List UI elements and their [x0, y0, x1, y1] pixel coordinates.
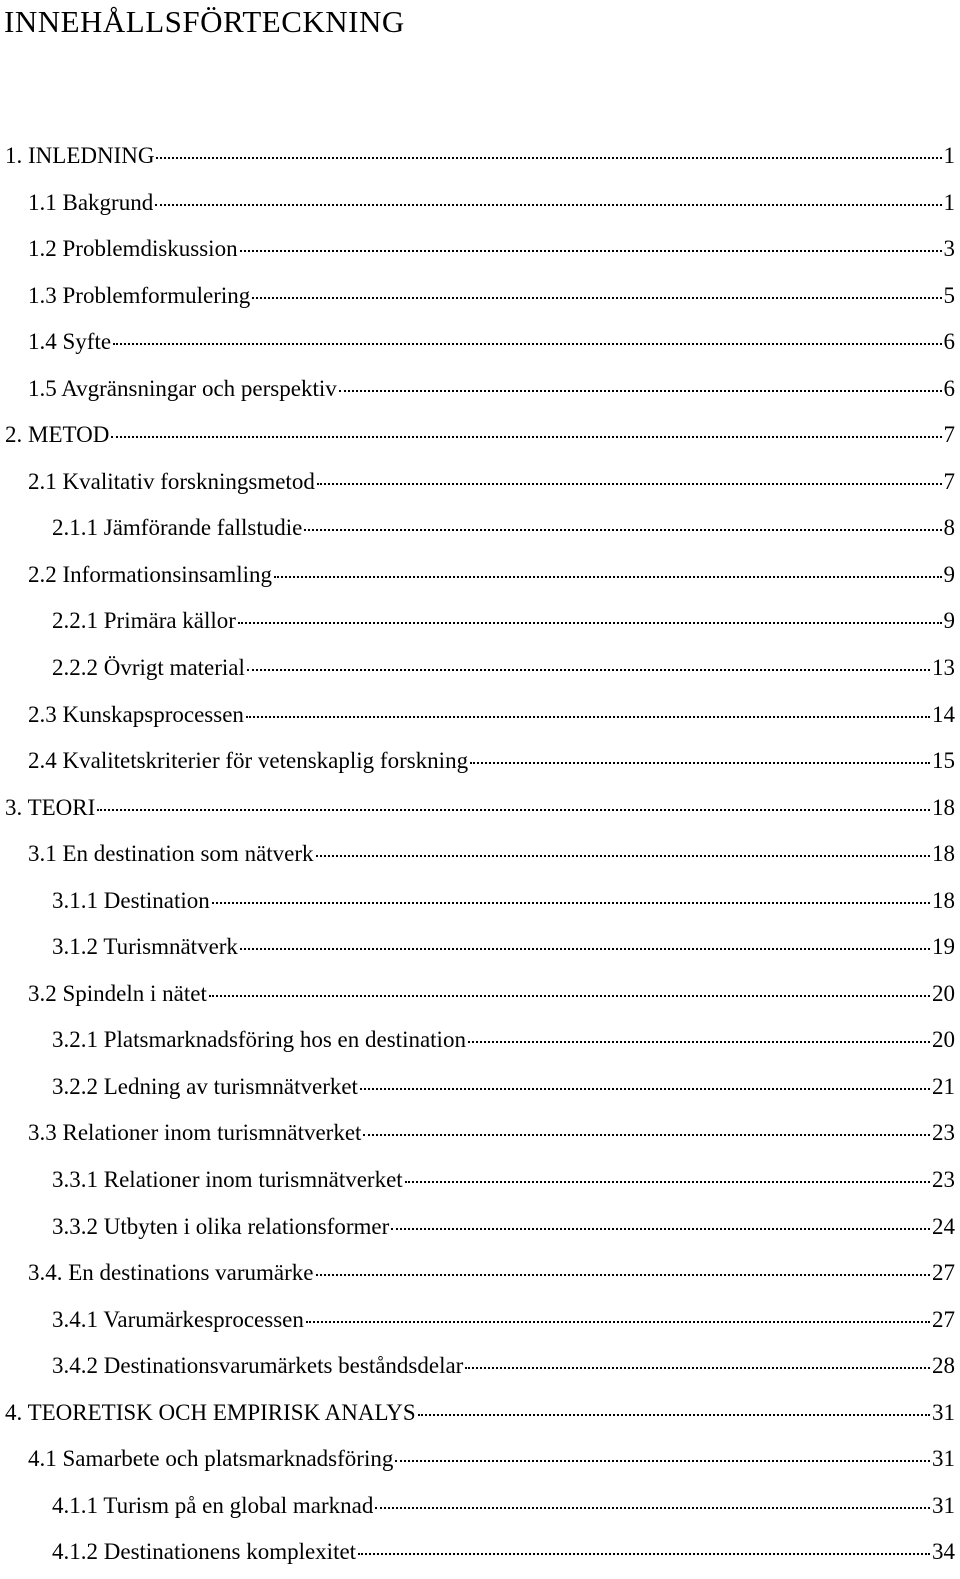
- toc-entry[interactable]: [0, 927, 960, 974]
- dot-leader: [317, 482, 942, 485]
- toc-entry[interactable]: [0, 229, 960, 276]
- dot-leader: [155, 203, 941, 206]
- dot-leader: [240, 249, 942, 252]
- toc-entry[interactable]: [0, 1067, 960, 1114]
- toc-entry[interactable]: [0, 462, 960, 509]
- dot-leader: [252, 296, 941, 299]
- toc-entry-label: 3.3.2 Utbyten i olika relationsformer: [52, 1213, 390, 1239]
- toc-entry[interactable]: [0, 788, 960, 835]
- dot-leader: [113, 342, 941, 345]
- toc-entry-page-number: 28: [932, 1353, 955, 1379]
- toc-entry-page-number: 9: [943, 608, 955, 634]
- dot-leader: [209, 994, 930, 997]
- toc-entry-label: 3.2.1 Platsmarknadsföring hos en destination: [52, 1027, 466, 1053]
- toc-entry-page-number: 18: [932, 887, 955, 913]
- toc-entry-page-number: 34: [932, 1539, 955, 1565]
- toc-entry[interactable]: [0, 136, 960, 183]
- toc-entry[interactable]: [0, 1160, 960, 1207]
- toc-entry-label: 1.5 Avgränsningar och perspektiv: [28, 375, 337, 401]
- toc-entry-label: 2. METOD: [5, 422, 110, 448]
- toc-entry[interactable]: [0, 741, 960, 788]
- dot-leader: [358, 1552, 930, 1555]
- toc-entry-label: 3.1.2 Turismnätverk: [52, 934, 238, 960]
- toc-entry-label: 2.4 Kvalitetskriterier för vetenskaplig forskning: [28, 748, 469, 774]
- toc-entry[interactable]: [0, 415, 960, 462]
- toc-entry-label: 3.3.1 Relationer inom turismnätverket: [52, 1167, 403, 1193]
- toc-entry-label: 3.1 En destination som nätverk: [28, 841, 314, 867]
- toc-entry-label: 2.1 Kvalitativ forskningsmetod: [28, 468, 315, 494]
- toc-entry-label: 1.1 Bakgrund: [28, 189, 154, 215]
- toc-entry-label: 2.2.1 Primära källor: [52, 608, 236, 634]
- toc-entry-label: 1.2 Problemdiskussion: [28, 236, 238, 262]
- dot-leader: [465, 1366, 930, 1369]
- toc-entry-label: 2.2.2 Övrigt material: [52, 655, 245, 681]
- dot-leader: [247, 668, 930, 671]
- toc-entry[interactable]: [0, 276, 960, 323]
- dot-leader: [405, 1180, 930, 1183]
- toc-entry[interactable]: [0, 1346, 960, 1393]
- dot-leader: [375, 1506, 930, 1509]
- dot-leader: [306, 1320, 930, 1323]
- toc-entry-page-number: 7: [943, 468, 955, 494]
- toc-entry[interactable]: [0, 1532, 960, 1579]
- toc-entry[interactable]: [0, 183, 960, 230]
- toc-entry[interactable]: [0, 881, 960, 928]
- dot-leader: [316, 1273, 930, 1276]
- toc-entry[interactable]: [0, 369, 960, 416]
- toc-entry-page-number: 21: [932, 1073, 955, 1099]
- toc-entry-page-number: 19: [932, 934, 955, 960]
- toc-entry-page-number: 18: [932, 841, 955, 867]
- dot-leader: [470, 761, 930, 764]
- dot-leader: [238, 621, 942, 624]
- dot-leader: [339, 389, 942, 392]
- toc-entry-label: 1.3 Problemformulering: [28, 282, 251, 308]
- toc-entry-label: 3.4. En destinations varumärke: [28, 1260, 314, 1286]
- dot-leader: [97, 808, 930, 811]
- toc-entry-label: 3.2 Spindeln i nätet: [28, 980, 207, 1006]
- toc-entry-label: 4.1 Samarbete och platsmarknadsföring: [28, 1446, 394, 1472]
- dot-leader: [304, 528, 941, 531]
- toc-entry-page-number: 5: [943, 282, 955, 308]
- dot-leader: [360, 1087, 930, 1090]
- toc-entry-label: 4.1.2 Destinationens komplexitet: [52, 1539, 357, 1565]
- toc-entry-page-number: 27: [932, 1260, 955, 1286]
- dot-leader: [274, 575, 941, 578]
- toc-entry-page-number: 20: [932, 1027, 955, 1053]
- toc-entry-page-number: 1: [943, 143, 955, 168]
- dot-leader: [395, 1459, 930, 1462]
- dot-leader: [240, 947, 930, 950]
- dot-leader: [246, 715, 930, 718]
- toc-entry-label: 3. TEORI: [5, 794, 96, 820]
- toc-entry[interactable]: [0, 1300, 960, 1347]
- toc-entry-page-number: 8: [943, 515, 955, 541]
- toc-entry-page-number: 9: [943, 561, 955, 587]
- toc-entry[interactable]: [0, 834, 960, 881]
- toc-entry-page-number: 20: [932, 980, 955, 1006]
- toc-entry-label: 3.4.2 Destinationsvarumärkets beståndsdelar: [52, 1353, 464, 1379]
- toc-entry-label: 3.4.1 Varumärkesprocessen: [52, 1306, 304, 1332]
- toc-entry-page-number: 31: [932, 1492, 955, 1518]
- toc-entry-label: 3.1.1 Destination: [52, 887, 210, 913]
- dot-leader: [156, 156, 941, 159]
- toc-entry-page-number: 13: [932, 655, 955, 681]
- toc-entry[interactable]: [0, 695, 960, 742]
- toc-entry-label: 4. TEORETISK OCH EMPIRISK ANALYS: [5, 1399, 416, 1425]
- toc-entry[interactable]: [0, 648, 960, 695]
- dot-leader: [418, 1413, 930, 1416]
- toc-entry[interactable]: [0, 601, 960, 648]
- dot-leader: [212, 901, 930, 904]
- toc-entry-page-number: 6: [943, 329, 955, 355]
- toc-entry[interactable]: [0, 1113, 960, 1160]
- toc-entry-page-number: 24: [932, 1213, 955, 1239]
- toc-entry[interactable]: [0, 1393, 960, 1440]
- toc-entry-page-number: 23: [932, 1167, 955, 1193]
- dot-leader: [111, 435, 941, 438]
- toc-entry[interactable]: [0, 508, 960, 555]
- toc-entry[interactable]: [0, 974, 960, 1021]
- toc-entry-label: 1. INLEDNING: [5, 143, 155, 168]
- dot-leader: [363, 1133, 930, 1136]
- toc-entry[interactable]: [0, 1207, 960, 1254]
- toc-entry-page-number: 15: [932, 748, 955, 774]
- table-of-contents: [0, 136, 960, 1579]
- toc-entry-page-number: 31: [932, 1446, 955, 1472]
- toc-entry[interactable]: [0, 1439, 960, 1486]
- toc-entry-page-number: 18: [932, 794, 955, 820]
- toc-entry-label: 2.2 Informationsinsamling: [28, 561, 273, 587]
- dot-leader: [391, 1227, 930, 1230]
- toc-entry[interactable]: [0, 322, 960, 369]
- dot-leader: [316, 854, 930, 857]
- toc-entry[interactable]: [0, 555, 960, 602]
- toc-entry-page-number: 23: [932, 1120, 955, 1146]
- toc-entry[interactable]: [0, 1253, 960, 1300]
- toc-entry-page-number: 3: [943, 236, 955, 262]
- toc-entry-page-number: 14: [932, 701, 955, 727]
- toc-entry-page-number: 31: [932, 1399, 955, 1425]
- dot-leader: [468, 1040, 930, 1043]
- toc-entry[interactable]: [0, 1020, 960, 1067]
- page-title: INNEHÅLLSFÖRTECKNING: [4, 4, 405, 39]
- toc-entry-label: 3.2.2 Ledning av turismnätverket: [52, 1073, 358, 1099]
- toc-entry-page-number: 1: [943, 189, 955, 215]
- toc-entry-label: 1.4 Syfte: [28, 329, 112, 355]
- toc-entry-page-number: 6: [943, 375, 955, 401]
- toc-entry-label: 4.1.1 Turism på en global marknad: [52, 1492, 374, 1518]
- toc-entry-label: 2.1.1 Jämförande fallstudie: [52, 515, 303, 541]
- toc-entry-page-number: 27: [932, 1306, 955, 1332]
- toc-entry-page-number: 7: [943, 422, 955, 448]
- toc-entry-label: 2.3 Kunskapsprocessen: [28, 701, 244, 727]
- toc-entry-label: 3.3 Relationer inom turismnätverket: [28, 1120, 362, 1146]
- toc-entry[interactable]: [0, 1486, 960, 1533]
